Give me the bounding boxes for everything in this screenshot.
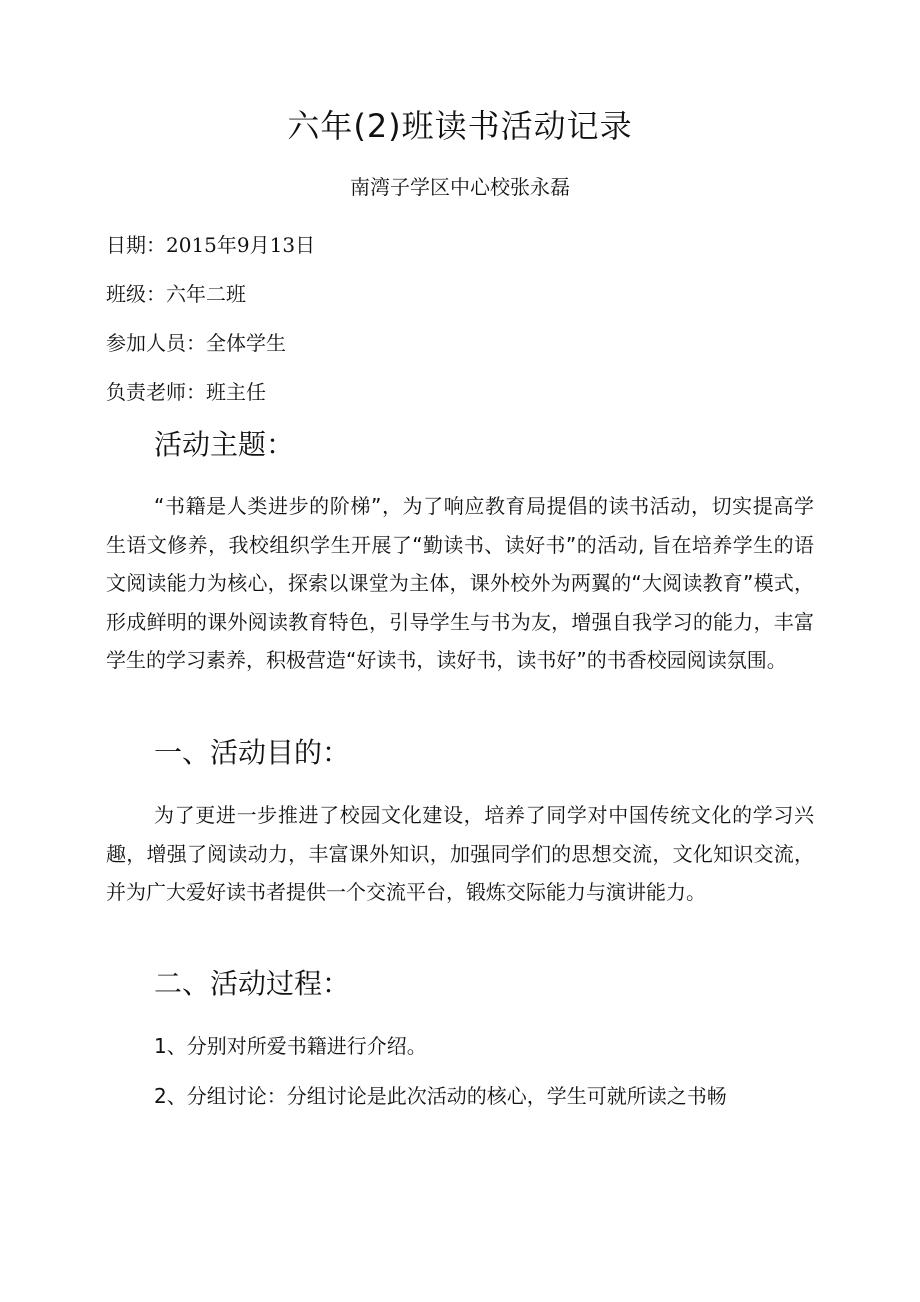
meta-participants-value: 全体学生 xyxy=(206,331,286,355)
meta-class-value: 六年二班 xyxy=(166,282,246,306)
meta-date-value: 2015年9月13日 xyxy=(166,233,316,257)
meta-participants xyxy=(106,328,286,358)
process-item: 2、分组讨论：分组讨论是此次活动的核心，学生可就所读之书畅 xyxy=(154,1084,727,1108)
document-title: 六年(2)班读书活动记录 xyxy=(287,107,633,145)
meta-date-label: 日期： xyxy=(106,233,166,257)
section-heading-process: 二、活动过程： xyxy=(154,967,351,1000)
section-heading-purpose: 一、活动目的： xyxy=(154,736,351,769)
meta-teacher-label: 负责老师： xyxy=(106,380,206,404)
section-heading-theme: 活动主题： xyxy=(154,428,295,461)
meta-teacher xyxy=(106,377,266,407)
meta-date xyxy=(106,230,315,260)
theme-paragraph: “书籍是人类进步的阶梯”，为了响应教育局提倡的读书活动，切实提高学生语文修养，我校组织学生开展了“勤读书、读好书”的活动, 旨在培养学生的语文阅读能力为核心，探索以课堂为主体，课外校外为两翼的“大阅读教育”模式，形成鲜明的课外阅读教育特色，引导学生与书为友，增强自我学习的能力，丰富学生的学习素养，积极营造“好读书，读好书，读书好”的书香校园阅读氛围。 xyxy=(106,494,814,673)
process-item: 1、分别对所爱书籍进行介绍。 xyxy=(154,1034,427,1058)
meta-teacher-value: 班主任 xyxy=(206,380,266,404)
meta-participants-label: 参加人员： xyxy=(106,331,206,355)
meta-class xyxy=(106,279,246,309)
document-author: 南湾子学区中心校张永磊 xyxy=(350,175,570,199)
purpose-paragraph: 为了更进一步推进了校园文化建设，培养了同学对中国传统文化的学习兴趣，增强了阅读动力，丰富课外知识，加强同学们的思想交流，文化知识交流，并为广大爱好读书者提供一个交流平台，锻炼交际能力与演讲能力。 xyxy=(106,803,814,905)
meta-class-label: 班级： xyxy=(106,282,166,306)
